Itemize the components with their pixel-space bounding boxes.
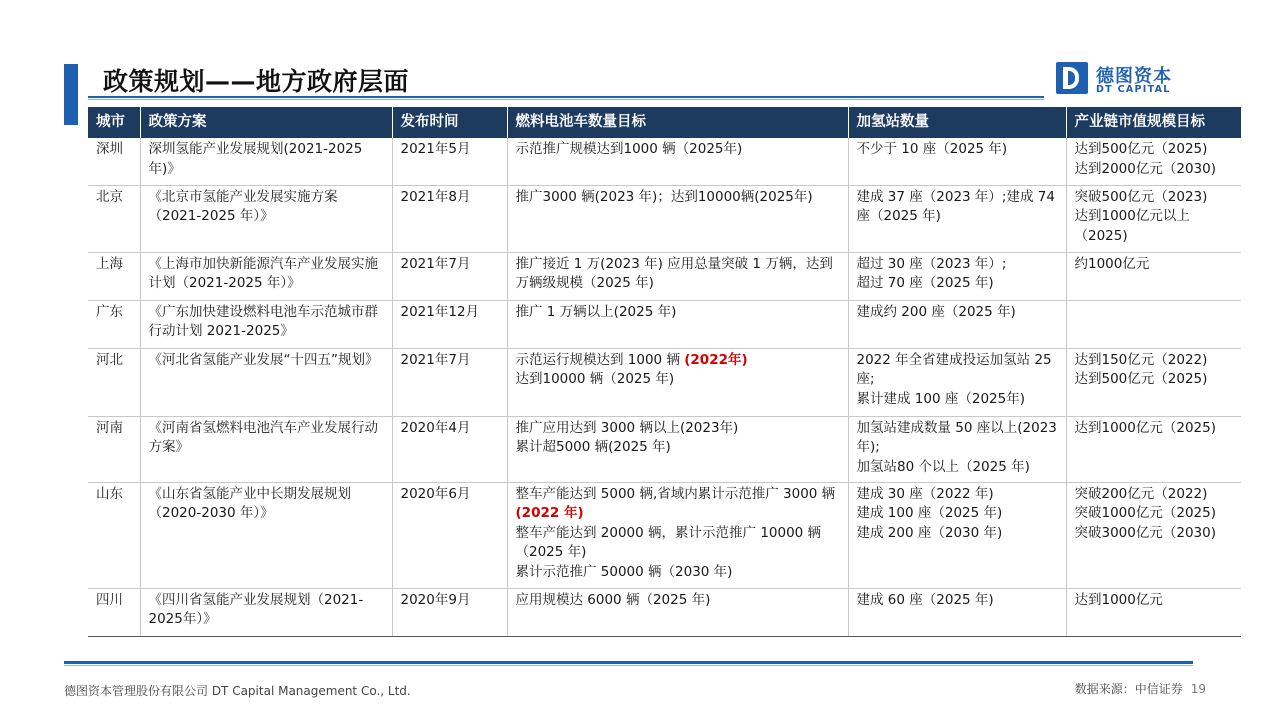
table-row bbox=[88, 252, 1241, 300]
table-row bbox=[88, 416, 1241, 482]
cell-market: 达到1000亿元（2025) bbox=[1066, 416, 1241, 482]
footer-company: 德图资本管理股份有限公司 DT Capital Management Co., Ltd. bbox=[64, 684, 411, 698]
cell-date: 2021年7月 bbox=[392, 348, 507, 416]
cell-date: 2021年7月 bbox=[392, 252, 507, 300]
cell-city: 北京 bbox=[88, 185, 140, 252]
cell-market: 突破200亿元（2022) 突破1000亿元（2025) 突破3000亿元（2030) bbox=[1066, 482, 1241, 588]
title-accent-bar bbox=[64, 64, 78, 125]
cell-market: 达到150亿元（2022) 达到500亿元（2025) bbox=[1066, 348, 1241, 416]
cell-vehicles: 整车产能达到 5000 辆,省域内累计示范推广 3000 辆(2022 年) 整车产能达到 20000 辆，累计示范推广 10000 辆（2025 年) 累计示范推广 50000 辆（2030 年) bbox=[507, 482, 848, 588]
col-header-vehicles: 燃料电池车数量目标 bbox=[507, 107, 848, 138]
footer-source-block bbox=[1075, 680, 1206, 697]
footer-rule-light bbox=[64, 665, 1193, 666]
col-header-stations: 加氢站数量 bbox=[848, 107, 1066, 138]
cell-date: 2020年6月 bbox=[392, 482, 507, 588]
col-header-market: 产业链市值规模目标 bbox=[1066, 107, 1241, 138]
cell-policy: 《上海市加快新能源汽车产业发展实施计划（2021-2025 年）》 bbox=[140, 252, 392, 300]
highlight-year: (2022 年) bbox=[515, 505, 584, 521]
cell-city: 深圳 bbox=[88, 138, 140, 185]
logo-english-text: DT CAPITAL bbox=[1096, 84, 1171, 95]
policy-table bbox=[88, 107, 1241, 637]
cell-market: 达到500亿元（2025) 达到2000亿元（2030) bbox=[1066, 138, 1241, 185]
cell-stations: 建成 60 座（2025 年) bbox=[848, 588, 1066, 636]
cell-policy: 《河北省氢能产业发展“十四五”规划》 bbox=[140, 348, 392, 416]
page-title: 政策规划——地方政府层面 bbox=[103, 67, 410, 96]
cell-city: 河南 bbox=[88, 416, 140, 482]
cell-policy: 深圳氢能产业发展规划(2021-2025年)》 bbox=[140, 138, 392, 185]
col-header-policy: 政策方案 bbox=[140, 107, 392, 138]
cell-vehicles: 应用规模达 6000 辆（2025 年) bbox=[507, 588, 848, 636]
cell-city: 广东 bbox=[88, 300, 140, 348]
logo-chinese-text: 德图资本 bbox=[1096, 66, 1172, 87]
cell-vehicles: 示范运行规模达到 1000 辆 (2022年) 达到10000 辆（2025 年) bbox=[507, 348, 848, 416]
cell-stations: 超过 30 座（2023 年）; 超过 70 座（2025 年) bbox=[848, 252, 1066, 300]
cell-city: 河北 bbox=[88, 348, 140, 416]
title-underline bbox=[88, 96, 1044, 98]
cell-stations: 建成约 200 座（2025 年) bbox=[848, 300, 1066, 348]
cell-vehicles: 推广接近 1 万(2023 年) 应用总量突破 1 万辆，达到万辆级规模（2025 年) bbox=[507, 252, 848, 300]
cell-policy: 《广东加快建设燃料电池车示范城市群行动计划 2021-2025》 bbox=[140, 300, 392, 348]
cell-market: 突破500亿元（2023) 达到1000亿元以上（2025) bbox=[1066, 185, 1241, 252]
cell-date: 2021年5月 bbox=[392, 138, 507, 185]
cell-stations: 建成 37 座（2023 年）;建成 74 座（2025 年) bbox=[848, 185, 1066, 252]
col-header-city: 城市 bbox=[88, 107, 140, 138]
cell-date: 2021年12月 bbox=[392, 300, 507, 348]
cell-stations: 建成 30 座（2022 年) 建成 100 座（2025 年) 建成 200 座（2030 年) bbox=[848, 482, 1066, 588]
cell-vehicles: 示范推广规模达到1000 辆（2025年) bbox=[507, 138, 848, 185]
logo-d-icon bbox=[1056, 62, 1088, 94]
table-row bbox=[88, 138, 1241, 185]
col-header-date: 发布时间 bbox=[392, 107, 507, 138]
cell-policy: 《河南省氢燃料电池汽车产业发展行动方案》 bbox=[140, 416, 392, 482]
cell-vehicles: 推广 1 万辆以上(2025 年) bbox=[507, 300, 848, 348]
highlight-year: (2022年) bbox=[684, 351, 748, 368]
title-underline-light bbox=[88, 99, 1044, 100]
cell-market: 达到1000亿元 bbox=[1066, 588, 1241, 636]
cell-city: 山东 bbox=[88, 482, 140, 588]
cell-vehicles: 推广应用达到 3000 辆以上(2023年) 累计超5000 辆(2025 年) bbox=[507, 416, 848, 482]
footer-source: 数据来源：中信证券 bbox=[1074, 682, 1183, 696]
cell-stations: 加氢站建成数量 50 座以上(2023 年); 加氢站80 个以上（2025 年) bbox=[848, 416, 1066, 482]
cell-stations: 2022 年全省建成投运加氢站 25 座; 累计建成 100 座（2025年) bbox=[848, 348, 1066, 416]
cell-city: 四川 bbox=[88, 588, 140, 636]
table-header-row bbox=[88, 107, 1241, 138]
cell-city: 上海 bbox=[88, 252, 140, 300]
cell-vehicles: 推广3000 辆(2023 年)；达到10000辆(2025年) bbox=[507, 185, 848, 252]
cell-policy: 《四川省氢能产业发展规划（2021-2025年）》 bbox=[140, 588, 392, 636]
cell-market: 约1000亿元 bbox=[1066, 252, 1241, 300]
cell-market bbox=[1066, 300, 1241, 348]
cell-policy: 《山东省氢能产业中长期发展规划（2020-2030 年）》 bbox=[140, 482, 392, 588]
table-row bbox=[88, 482, 1241, 588]
table-row bbox=[88, 348, 1241, 416]
cell-date: 2020年4月 bbox=[392, 416, 507, 482]
cell-date: 2020年9月 bbox=[392, 588, 507, 636]
cell-policy: 《北京市氢能产业发展实施方案（2021-2025 年）》 bbox=[140, 185, 392, 252]
table-row bbox=[88, 185, 1241, 252]
company-logo bbox=[1056, 62, 1186, 96]
table-row bbox=[88, 300, 1241, 348]
footer-rule bbox=[64, 661, 1193, 664]
cell-date: 2021年8月 bbox=[392, 185, 507, 252]
table-row bbox=[88, 588, 1241, 636]
page-number: 19 bbox=[1190, 682, 1206, 696]
cell-stations: 不少于 10 座（2025 年) bbox=[848, 138, 1066, 185]
